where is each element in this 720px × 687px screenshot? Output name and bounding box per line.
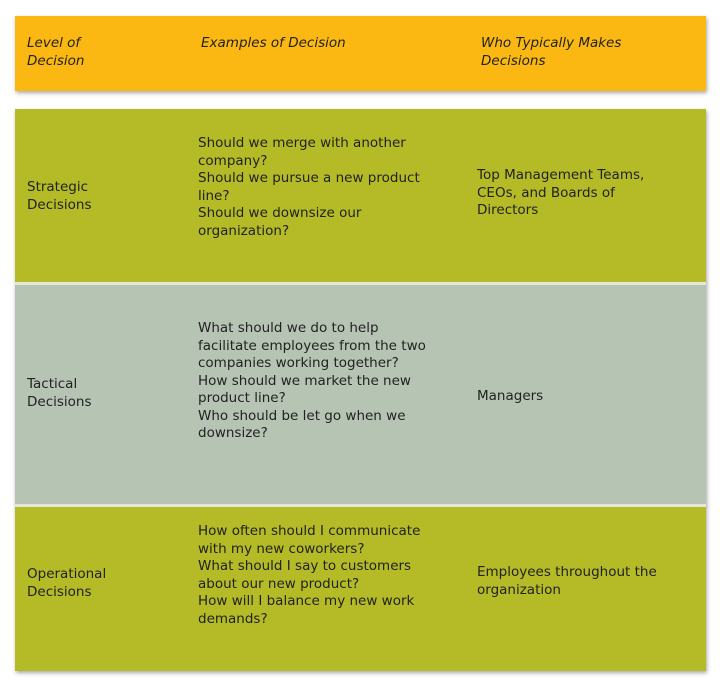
header-makers: Who Typically Makes Decisions	[481, 35, 622, 69]
level-line: Decisions	[27, 583, 92, 600]
example-line: with my new coworkers?	[198, 540, 365, 557]
example-line: How often should I communicate	[198, 523, 421, 539]
makers-line: Directors	[477, 202, 539, 218]
level-line: Tactical	[27, 376, 78, 392]
example-line: demands?	[198, 610, 268, 627]
example-line: What should we do to help	[198, 320, 379, 336]
header-examples: Examples of Decision	[201, 35, 346, 51]
example-line: companies working together?	[198, 355, 399, 371]
table-row-strategic	[15, 109, 706, 282]
examples-cell	[198, 135, 438, 240]
header-level: Level of Decision	[27, 35, 85, 69]
makers-cell	[477, 388, 697, 406]
makers-cell	[477, 167, 697, 220]
example-line: product line?	[198, 390, 286, 406]
level-line: Strategic	[27, 179, 89, 195]
level-cell	[27, 566, 187, 601]
examples-cell	[198, 523, 438, 628]
makers-line: CEOs, and Boards of	[477, 184, 615, 201]
table-row-operational	[15, 507, 706, 671]
level-line: Operational	[27, 566, 107, 582]
makers-cell	[477, 564, 697, 599]
decision-table	[15, 109, 706, 671]
examples-cell	[198, 320, 438, 443]
level-cell	[27, 376, 187, 411]
table-row-tactical	[15, 285, 706, 504]
example-line: What should I say to customers	[198, 558, 412, 574]
example-line: company?	[198, 152, 268, 169]
makers-line: Top Management Teams,	[477, 167, 645, 183]
example-line: downsize?	[198, 425, 268, 441]
example-line: organization?	[198, 222, 290, 239]
example-line: about our new product?	[198, 575, 360, 592]
example-line: How should we market the new	[198, 372, 411, 389]
level-line: Decisions	[27, 196, 92, 213]
makers-line: Managers	[477, 388, 544, 404]
makers-line: organization	[477, 581, 561, 598]
example-line: Should we merge with another	[198, 135, 406, 151]
table-header	[15, 16, 706, 91]
example-line: Who should be let go when we	[198, 407, 406, 424]
example-line: Should we pursue a new product	[198, 170, 420, 186]
makers-line: Employees throughout the	[477, 564, 657, 580]
example-line: How will I balance my new work	[198, 593, 415, 609]
example-line: facilitate employees from the two	[198, 337, 426, 354]
level-line: Decisions	[27, 393, 92, 410]
level-cell	[27, 179, 187, 214]
example-line: Should we downsize our	[198, 205, 362, 221]
example-line: line?	[198, 187, 230, 204]
